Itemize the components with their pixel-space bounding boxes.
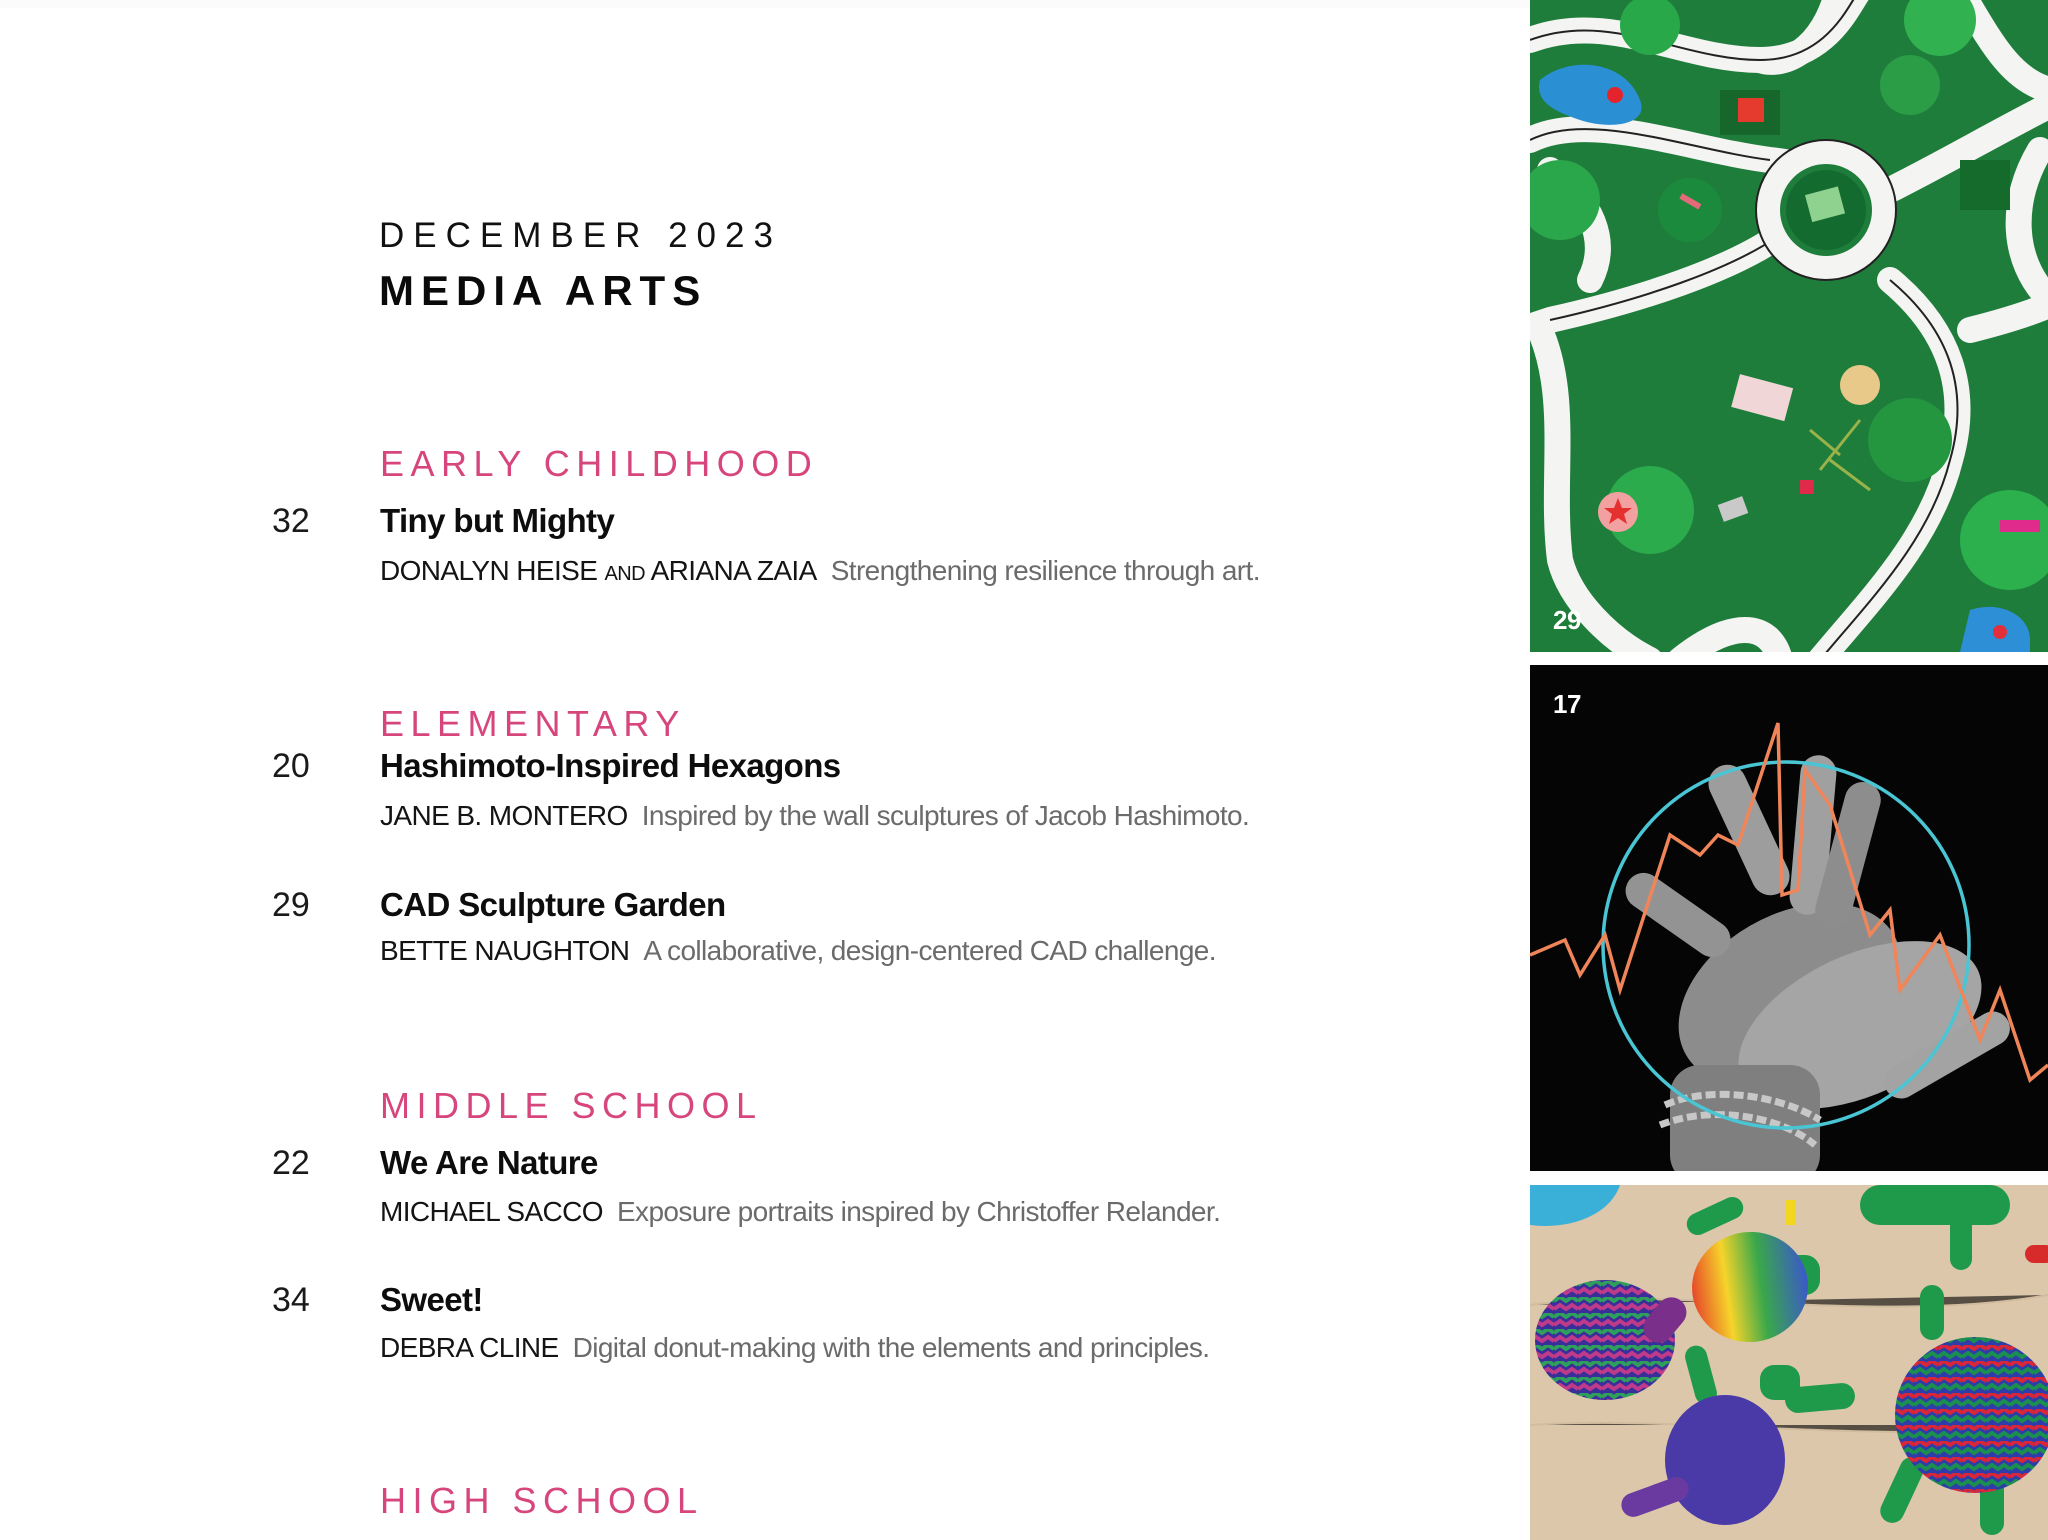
- photo-clay-turtles: [1530, 1185, 2048, 1540]
- author-name: MICHAEL SACCO: [380, 1196, 603, 1227]
- article-title[interactable]: We Are Nature: [380, 1144, 598, 1181]
- author-name: DONALYN HEISE: [380, 555, 598, 586]
- article-byline: [380, 800, 1249, 832]
- section-heading-high-school: HIGH SCHOOL: [380, 1480, 704, 1521]
- section-heading-early-childhood: EARLY CHILDHOOD: [380, 443, 819, 484]
- article-description: A collaborative, design-centered CAD challenge.: [643, 935, 1216, 966]
- issue-title: MEDIA ARTS: [379, 267, 708, 314]
- section-heading-elementary: ELEMENTARY: [380, 703, 686, 744]
- article-title[interactable]: Sweet!: [380, 1281, 483, 1318]
- article-description: Exposure portraits inspired by Christoffer Relander.: [616, 1196, 1221, 1227]
- article-byline: [380, 1196, 1220, 1228]
- photo-page-label: 17: [1553, 689, 1581, 719]
- page-number[interactable]: 22: [272, 1144, 310, 1182]
- turtles-illustration: [1530, 1185, 2048, 1540]
- author-name: DEBRA CLINE: [380, 1332, 559, 1363]
- garden-illustration: [1530, 0, 2048, 652]
- page-number[interactable]: 32: [272, 502, 310, 540]
- photo-hands: [1530, 665, 2048, 1171]
- article-title[interactable]: Tiny but Mighty: [380, 502, 615, 539]
- top-edge: [0, 0, 1530, 8]
- photo-page-label: 29: [1553, 605, 1581, 635]
- author-name: JANE B. MONTERO: [380, 800, 628, 831]
- page-number[interactable]: 34: [272, 1281, 310, 1319]
- section-heading-middle-school: MIDDLE SCHOOL: [380, 1085, 763, 1126]
- article-title[interactable]: CAD Sculpture Garden: [380, 886, 726, 923]
- article-description: Inspired by the wall sculptures of Jacob Hashimoto.: [641, 800, 1250, 831]
- hands-illustration: [1530, 665, 2048, 1171]
- issue-date: DECEMBER 2023: [379, 216, 782, 255]
- page-number[interactable]: 29: [272, 886, 310, 924]
- author-name: ARIANA ZAIA: [650, 555, 817, 586]
- article-byline: [380, 555, 1260, 587]
- author-conjunction: AND: [604, 563, 645, 585]
- article-byline: [380, 935, 1216, 967]
- article-description: Strengthening resilience through art.: [830, 555, 1260, 586]
- photo-sculpture-garden: [1530, 0, 2048, 652]
- article-byline: [380, 1332, 1209, 1364]
- article-title[interactable]: Hashimoto-Inspired Hexagons: [380, 747, 841, 784]
- page-number[interactable]: 20: [272, 747, 310, 785]
- author-name: BETTE NAUGHTON: [380, 935, 630, 966]
- article-description: Digital donut-making with the elements and principles.: [572, 1332, 1210, 1363]
